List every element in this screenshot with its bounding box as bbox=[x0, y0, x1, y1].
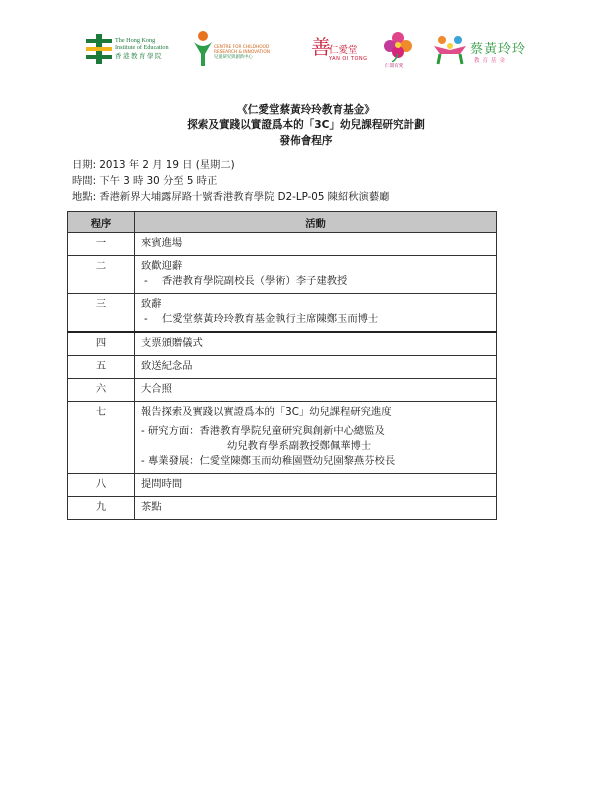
row-activity: 支票頒贈儀式 bbox=[135, 332, 497, 356]
event-date: 日期: 2013 年 2 月 19 日 (星期二) bbox=[72, 159, 235, 171]
row-activity: 致辭 bbox=[141, 298, 162, 310]
table-row bbox=[68, 332, 497, 356]
logo-banner bbox=[0, 26, 612, 76]
table-row bbox=[68, 402, 497, 474]
yan-oi-tong-name-cn: 仁愛堂 bbox=[329, 45, 358, 56]
row-speaker bbox=[141, 312, 490, 327]
flower-logo-icon bbox=[380, 30, 416, 62]
yan-oi-tong-emblem: 善 bbox=[311, 35, 331, 59]
ied-name-en-line1: The Hong Kong bbox=[115, 37, 156, 44]
ccri-name-cn: 兒童研究與創新中心 bbox=[214, 55, 253, 61]
row-activity-cell bbox=[135, 294, 497, 333]
ied-logo-icon bbox=[86, 34, 112, 64]
speaker-name: 仁愛堂蔡黃玲玲教育基金執行主席陳鄭玉而博士 bbox=[162, 313, 379, 325]
ied-name-cn: 香港教育學院 bbox=[115, 53, 163, 60]
document-title-programme: 發佈會程序 bbox=[279, 135, 333, 147]
document-title-project: 探索及實踐以實證爲本的「3C」幼兒課程研究計劃 bbox=[187, 119, 425, 131]
row-number: 七 bbox=[68, 402, 135, 474]
ccri-name-line2: RESEARCH & INNOVATION bbox=[214, 50, 270, 56]
row-number: 一 bbox=[68, 233, 135, 256]
document-title-foundation: 《仁愛堂蔡黃玲玲教育基金》 bbox=[237, 104, 375, 116]
header-order: 程序 bbox=[68, 212, 135, 233]
table-header-row bbox=[68, 212, 497, 233]
table-row bbox=[68, 379, 497, 402]
row-activity: 大合照 bbox=[135, 379, 497, 402]
flower-logo-caption: 仁間有愛 bbox=[385, 64, 404, 69]
event-venue: 地點: 香港新界大埔露屏路十號香港教育學院 D2-LP-05 陳紹秋演藝廳 bbox=[72, 191, 390, 203]
ccri-figure-icon bbox=[192, 30, 214, 68]
programme-table bbox=[67, 211, 497, 520]
row-activity: 致送紀念品 bbox=[135, 356, 497, 379]
row-number: 四 bbox=[68, 332, 135, 356]
bullet-dash: - bbox=[144, 313, 148, 325]
row-activity-cell bbox=[135, 402, 497, 474]
ccri-name-line1: CENTRE FOR CHILDHOOD bbox=[214, 45, 270, 50]
row-activity: 致歡迎辭 bbox=[141, 260, 183, 272]
table-row bbox=[68, 294, 497, 333]
row-number: 八 bbox=[68, 474, 135, 497]
speaker-name: 香港教育學院副校長（學術）李子建教授 bbox=[162, 275, 348, 287]
bullet-dash: - bbox=[144, 275, 148, 287]
event-time: 時間: 下午 3 時 30 分至 5 時正 bbox=[72, 175, 218, 187]
row-number: 二 bbox=[68, 256, 135, 294]
foundation-logo-name: 蔡黃玲玲 bbox=[470, 42, 527, 57]
table-row bbox=[68, 356, 497, 379]
ied-logo-text bbox=[115, 37, 169, 60]
row-number: 九 bbox=[68, 497, 135, 520]
row-activity-cell bbox=[135, 256, 497, 294]
ccri-logo-text bbox=[214, 45, 270, 61]
row-detail-research-cont: 幼兒教育學系副教授鄭佩華博士 bbox=[227, 440, 372, 452]
row-number: 五 bbox=[68, 356, 135, 379]
header-activity: 活動 bbox=[135, 212, 497, 233]
ied-name-en-line2: Institute of Education bbox=[115, 44, 169, 51]
row-detail-professional: - 專業發展：仁愛堂陳鄭玉而幼稚園暨幼兒園黎燕芬校長 bbox=[141, 455, 396, 467]
row-activity: 提問時間 bbox=[135, 474, 497, 497]
table-row bbox=[68, 233, 497, 256]
row-number: 三 bbox=[68, 294, 135, 333]
foundation-logo-tagline: 教育基金 bbox=[474, 58, 509, 64]
row-number: 六 bbox=[68, 379, 135, 402]
table-row bbox=[68, 474, 497, 497]
row-activity: 來賓進場 bbox=[135, 233, 497, 256]
table-row bbox=[68, 497, 497, 520]
row-activity: 茶點 bbox=[135, 497, 497, 520]
yan-oi-tong-name-en: YAN OI TONG bbox=[329, 56, 368, 62]
children-logo-icon bbox=[430, 32, 470, 66]
row-detail-research: - 研究方面：香港教育學院兒童研究與創新中心總監及 bbox=[141, 425, 385, 437]
row-activity: 報告探索及實踐以實證爲本的「3C」幼兒課程研究進度 bbox=[141, 406, 392, 418]
table-row bbox=[68, 256, 497, 294]
row-speaker bbox=[141, 274, 490, 289]
